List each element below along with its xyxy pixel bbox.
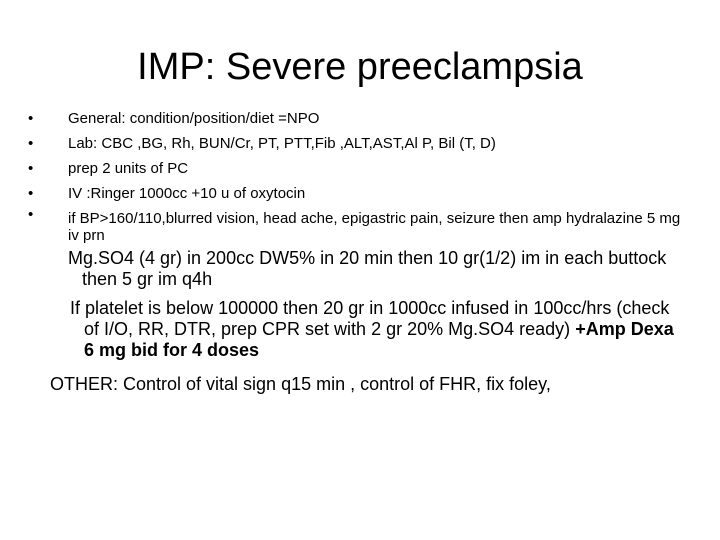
bullet-text-lab: Lab: CBC ,BG, Rh, BUN/Cr, PT, PTT,Fib ,ALT,AST,Al P, Bil (T, D) xyxy=(68,135,496,152)
bullet-marker: • xyxy=(28,135,34,152)
list-item xyxy=(28,156,688,181)
slide-title: IMP: Severe preeclampsia xyxy=(137,46,583,88)
bullet-text-prep: prep 2 units of PC xyxy=(68,160,189,177)
bullet-text-bp: if BP>160/110,blurred vision, head ache, epigastric pain, seizure then amp hydralazine 5 mg iv prn xyxy=(68,210,681,244)
bullet-marker: • xyxy=(28,160,34,177)
other-paragraph xyxy=(50,374,710,395)
bullet-text-general: General: condition/position/diet =NPO xyxy=(68,110,320,127)
mgso4-text: Mg.SO4 (4 gr) in 200cc DW5% in 20 min then 10 gr(1/2) im in each buttock then 5 gr im q4h xyxy=(68,248,667,289)
platelet-text: If platelet is below 100000 then 20 gr in 1000cc infused in 100cc/hrs (check of I/O, RR, DTR, prep CPR set with 2 gr 20% Mg.SO4 ready) xyxy=(70,298,670,339)
dexa-text: +Amp Dexa 6 mg bid for 4 doses xyxy=(84,319,674,360)
bullet-marker: • xyxy=(28,185,34,202)
list-item xyxy=(28,181,688,206)
other-text: OTHER: Control of vital sign q15 min , control of FHR, fix foley, xyxy=(50,374,551,394)
mgso4-paragraph xyxy=(68,248,682,290)
bullet-marker: • xyxy=(28,110,34,127)
bullet-list xyxy=(28,106,688,244)
list-item xyxy=(28,206,688,244)
bullet-text-iv: IV :Ringer 1000cc +10 u of oxytocin xyxy=(68,185,306,202)
platelet-paragraph xyxy=(70,298,684,361)
list-item xyxy=(28,131,688,156)
bullet-marker: • xyxy=(28,206,34,223)
list-item xyxy=(28,106,688,131)
